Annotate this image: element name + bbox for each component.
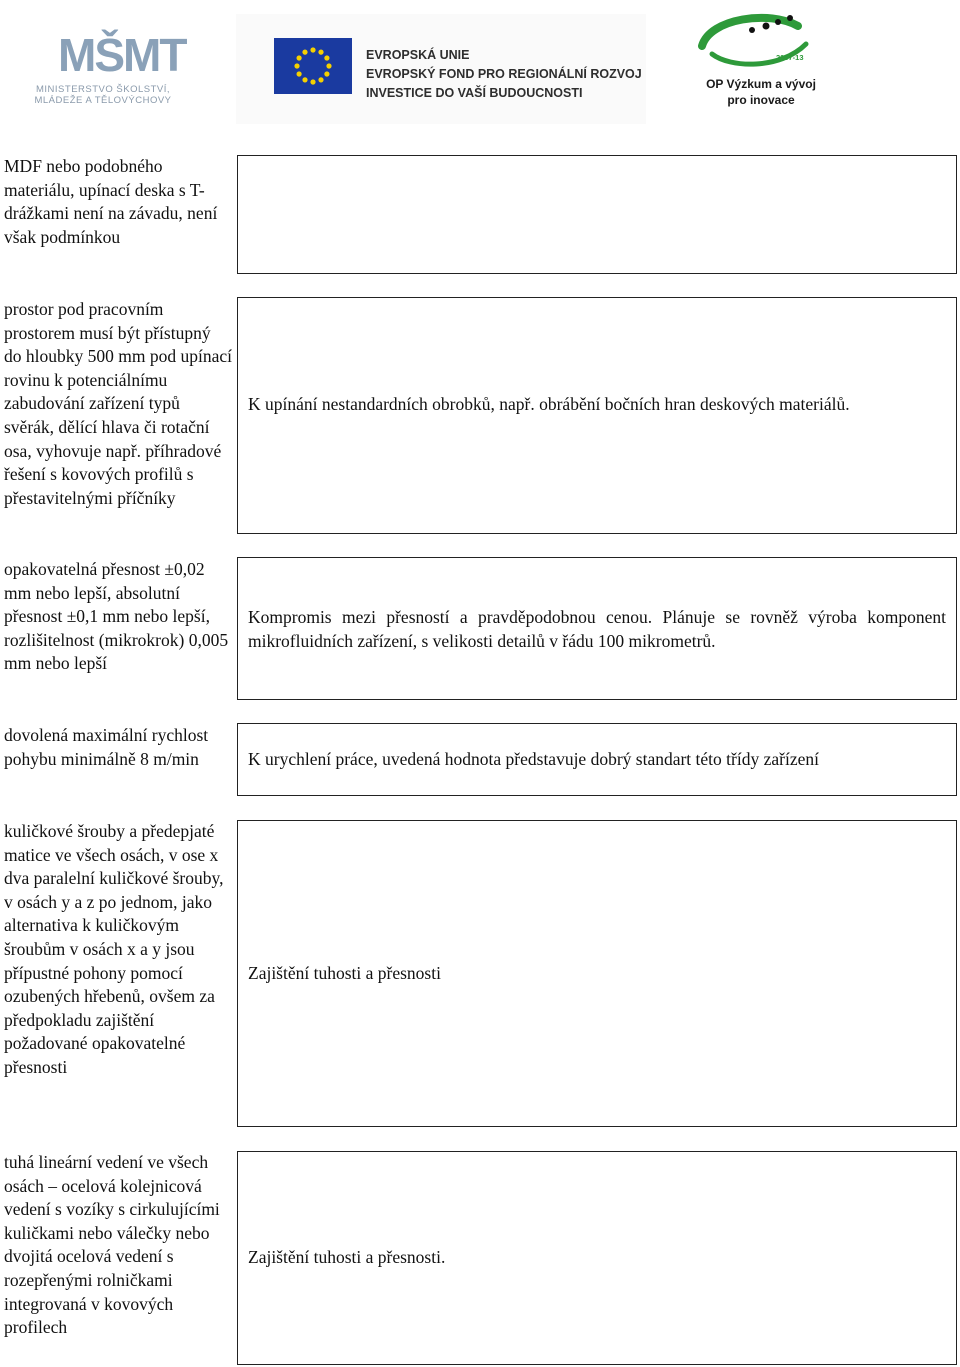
requirement-text-3: opakovatelná přesnost ±0,02 mm nebo lepší, absolutní přesnost ±0,1 mm nebo lepší, rozlišitelnost (mikrokrok) 0,005 mm nebo lepší: [4, 559, 229, 674]
msmt-logo-text: [18, 84, 188, 106]
msmt-logo-line1: MINISTERSTVO ŠKOLSTVÍ,: [36, 84, 170, 95]
justification-box-6: [237, 1151, 957, 1365]
eu-line1: EVROPSKÁ UNIE: [366, 48, 470, 62]
eu-logo-text: [366, 46, 642, 103]
op-line1: OP Výzkum a vývoj: [706, 77, 816, 91]
op-line2: pro inovace: [727, 93, 795, 107]
requirement-text-5: kuličkové šrouby a předepjaté matice ve všech osách, v ose x dva paralelní kuličkové šrouby, v osách y a z po jednom, jako alternativa k kuličkovým šroubům v osách x a y jsou přípustné pohony pomocí ozubených hřebenů, ovšem za předpokladu zajištění požadované opakovatelné přesnosti: [4, 821, 224, 1077]
op-logo-text: [696, 76, 826, 108]
msmt-logo-line2: MLÁDEŽE A TĚLOVÝCHOVY: [34, 95, 172, 106]
msmt-logo-mark: MŠMT: [58, 29, 186, 81]
requirement-text-2: prostor pod pracovním prostorem musí být přístupný do hloubky 500 mm pod upínací rovinu k potenciálnímu zabudování zařízení typů svěrák, dělící hlava či rotační osa, vyhovuje např. příhradové řešení s kovových profilů s přestavitelnými příčníky: [4, 299, 232, 508]
msmt-logo: [18, 29, 186, 110]
justification-box-3: [237, 557, 957, 700]
justification-text-2: K upínání nestandardních obrobků, např. obrábění bočních hran deskových materiálů.: [248, 394, 850, 414]
requirement-text-1: MDF nebo podobného materiálu, upínací deska s T-drážkami není na závadu, není však podmínkou: [4, 156, 218, 247]
justification-box-5: [237, 820, 957, 1127]
eu-logo: [236, 14, 646, 124]
op-logo-swoosh-icon: [690, 10, 830, 80]
justification-text-5: Zajištění tuhosti a přesnosti: [248, 963, 441, 983]
logo-header: [0, 0, 960, 130]
op-vavpi-logo: [690, 10, 830, 120]
requirement-text-6: tuhá lineární vedení ve všech osách – ocelová kolejnicová vedení s vozíky s cirkulujícími kuličkami nebo válečky nebo dvojitá ocelová vedení s rozepřenými rolničkami integrovaná v kovových profilech: [4, 1152, 220, 1338]
justification-text-3: Kompromis mezi přesností a pravděpodobnou cenou. Plánuje se rovněž výroba komponent mikrofluidních zařízení, s velikosti detailů v řádu 100 mikrometrů.: [248, 607, 946, 651]
justification-box-4: [237, 723, 957, 796]
justification-text-6: Zajištění tuhosti a přesnosti.: [248, 1247, 446, 1267]
justification-box-1: [237, 155, 957, 274]
op-years: 2007-13: [776, 53, 804, 62]
eu-flag-icon: [274, 38, 352, 94]
eu-line3: INVESTICE DO VAŠÍ BUDOUCNOSTI: [366, 86, 583, 100]
justification-box-2: [237, 297, 957, 534]
requirement-text-4: dovolená maximální rychlost pohybu minimálně 8 m/min: [4, 725, 209, 769]
eu-line2: EVROPSKÝ FOND PRO REGIONÁLNÍ ROZVOJ: [366, 67, 642, 81]
justification-text-4: K urychlení práce, uvedená hodnota představuje dobrý standart této třídy zařízení: [248, 749, 819, 769]
